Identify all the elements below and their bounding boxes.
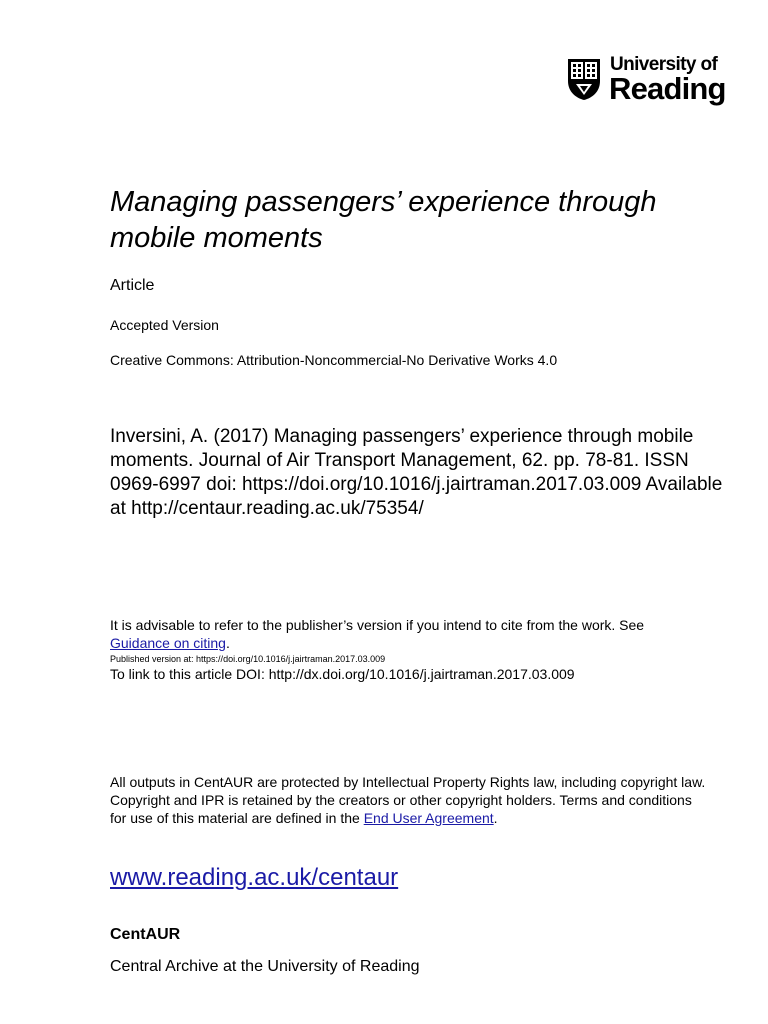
rights-statement xyxy=(110,773,710,827)
logo-text-line1: University of xyxy=(610,54,718,75)
logo-text-line2: Reading xyxy=(609,71,726,106)
centaur-name: CentAUR xyxy=(110,926,181,943)
centaur-full-name: Central Archive at the University of Reading xyxy=(110,958,420,975)
citation-text: Inversini, A. (2017) Managing passengers’ experience through mobile moments. Journal of Air Transport Management, 62. pp. 78-81. ISSN 0969-6997 doi: https://doi.org/10.1016/j.jairtraman.2017.03.009 Available at http://centaur.reading.ac.uk/75354/ xyxy=(110,426,723,519)
university-logo xyxy=(566,55,726,107)
published-version-note: Published version at: https://doi.org/10.1016/j.jairtraman.2017.03.009 xyxy=(110,654,386,664)
version-label: Accepted Version xyxy=(110,317,219,333)
article-title: Managing passengers’ experience through mobile moments xyxy=(110,186,657,254)
guidance-on-citing-link[interactable]: Guidance on citing xyxy=(110,635,226,651)
doi-link-text: To link to this article DOI: http://dx.doi.org/10.1016/j.jairtraman.2017.03.009 xyxy=(110,666,575,682)
advice-text-end: . xyxy=(225,635,230,651)
centaur-website-link[interactable]: www.reading.ac.uk/centaur xyxy=(110,864,399,891)
university-crest-icon xyxy=(566,57,602,101)
article-type: Article xyxy=(110,277,155,294)
advice-text: It is advisable to refer to the publisher’s version if you intend to cite from the work. See xyxy=(110,617,645,633)
rights-text: All outputs in CentAUR are protected by Intellectual Property Rights law, including copyright law. Copyright and IPR is retained by the creators or other copyright holders. Terms and conditions for use of this material are defined in the xyxy=(110,774,706,826)
end-user-agreement-link[interactable]: End User Agreement xyxy=(363,810,494,826)
rights-text-end: . xyxy=(493,810,498,826)
license-text: Creative Commons: Attribution-Noncommercial-No Derivative Works 4.0 xyxy=(110,352,558,368)
citation-advice xyxy=(110,616,700,652)
